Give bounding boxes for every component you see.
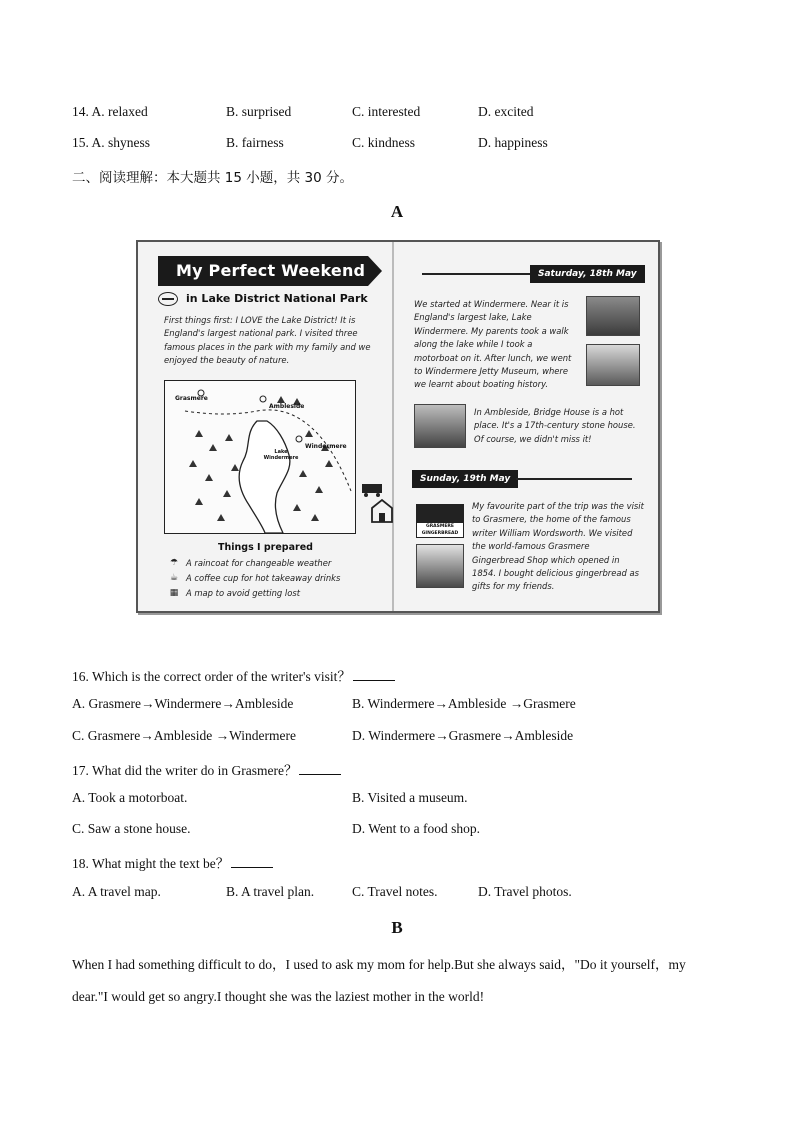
lake-district-map (164, 380, 356, 534)
q15-option-a: 15. A. shyness (72, 135, 151, 150)
passage-b-text: When I had something difficult to do，I used to ask my mom for help.But she always said，"Do it yourself，my dear."I would get so angry.I thought she was the laziest mother in the world! (72, 957, 686, 1004)
q16-option-b: B. Windermere→Ambleside →Grasmere (352, 696, 576, 711)
cup-icon: ☕ (169, 573, 179, 583)
q14-option-b: B. surprised (226, 104, 292, 119)
answer-blank[interactable] (299, 763, 341, 775)
magazine-subtitle (158, 290, 368, 308)
things-prepared-title: Things I prepared (218, 542, 313, 553)
q16-option-d: D. Windermere→Grasmere→Ambleside (352, 728, 574, 743)
map-icon: ▦ (169, 588, 179, 598)
magazine-subtitle-text: in Lake District National Park (186, 292, 368, 305)
map-label-grasmere: Grasmere (175, 395, 208, 402)
q17-option-a: A. Took a motorboat. (72, 790, 188, 805)
answer-blank[interactable] (353, 669, 395, 681)
prepared-item-map (168, 587, 388, 600)
q17-option-c: C. Saw a stone house. (72, 821, 191, 836)
passage-b-letter: B (391, 918, 403, 937)
lake-shape (239, 421, 290, 533)
section-heading: 二、阅读理解：本大题共 15 小题，共 30 分。 (72, 170, 354, 186)
prepared-item-cup (168, 572, 388, 585)
q14-option-a: 14. A. relaxed (72, 104, 148, 119)
question-16-stem: 16. Which is the correct order of the writer's visit？ (72, 665, 395, 685)
magazine-spine (392, 242, 394, 611)
q17-option-d: D. Went to a food shop. (352, 821, 481, 836)
magazine-banner-title: My Perfect Weekend (158, 256, 368, 286)
prepared-item-text: A map to avoid getting lost (186, 588, 300, 598)
q18-option-a: A. A travel map. (72, 884, 161, 899)
passage-a-letter: A (390, 202, 404, 221)
q18-option-b: B. A travel plan. (226, 884, 315, 899)
q16-option-c: C. Grasmere→Ambleside →Windermere (72, 728, 297, 743)
sunday-rule (516, 478, 632, 480)
q15-option-c: C. kindness (352, 135, 416, 150)
magazine-intro: First things first: I LOVE the Lake District! It is England's largest national park. I visited three famous places in the park with my family and we enjoyed the beauty of nature. (164, 315, 371, 366)
magazine-figure (136, 240, 660, 613)
ambleside-text: In Ambleside, Bridge House is a hot place. It's a 17th-century stone house. Of course, we didn't miss it! (474, 407, 636, 444)
prepared-item-text: A raincoat for changeable weather (186, 558, 332, 568)
map-label-windermere: Windermere (305, 443, 347, 450)
q16-option-a: A. Grasmere→Windermere→Ambleside (72, 696, 294, 711)
map-label-lake: Lake Windermere (263, 449, 299, 461)
prepared-item-raincoat (168, 557, 388, 570)
q15-option-d: D. happiness (478, 135, 548, 150)
q14-option-c: C. interested (352, 104, 421, 119)
lake-photo (586, 296, 640, 336)
sunday-date-tag: Sunday, 19th May (412, 470, 518, 488)
saturday-rule (422, 273, 532, 275)
gingerbread-photo (416, 544, 464, 588)
museum-photo (586, 344, 640, 386)
shop-sign-text: GRASMERE GINGERBREAD (421, 524, 459, 536)
map-label-ambleside: Ambleside (269, 403, 305, 410)
q15-option-b: B. fairness (226, 135, 284, 150)
q18-option-d: D. Travel photos. (478, 884, 572, 899)
prepared-item-text: A coffee cup for hot takeaway drinks (186, 573, 341, 583)
saturday-text: We started at Windermere. Near it is England's largest lake, Lake Windermere. My parents took a walk along the lake while I took a motorboat on it. After lunch, we went to Windermere Jetty Museum, where we learnt about boating history. (414, 299, 572, 390)
sunday-text: My favourite part of the trip was the visit to Grasmere, the home of the famous writer William Wordsworth. We visited the world-famous Grasmere Gingerbread Shop which opened in 1854. I bought delicious gingerbread as gifts for my friends. (472, 501, 644, 592)
saturday-date-tag: Saturday, 18th May (530, 265, 645, 283)
car-and-house-icon (360, 482, 394, 532)
question-17-stem: 17. What did the writer do in Grasmere？ (72, 759, 341, 779)
question-18-stem: 18. What might the text be？ (72, 852, 273, 872)
lake-icon (158, 292, 178, 306)
answer-blank[interactable] (231, 856, 273, 868)
q17-option-b: B. Visited a museum. (352, 790, 468, 805)
q14-option-d: D. excited (478, 104, 534, 119)
raincoat-icon: ☂ (169, 558, 179, 568)
gingerbread-shop-sign (416, 504, 464, 538)
q18-option-c: C. Travel notes. (352, 884, 438, 899)
bridge-house-photo (414, 404, 466, 448)
